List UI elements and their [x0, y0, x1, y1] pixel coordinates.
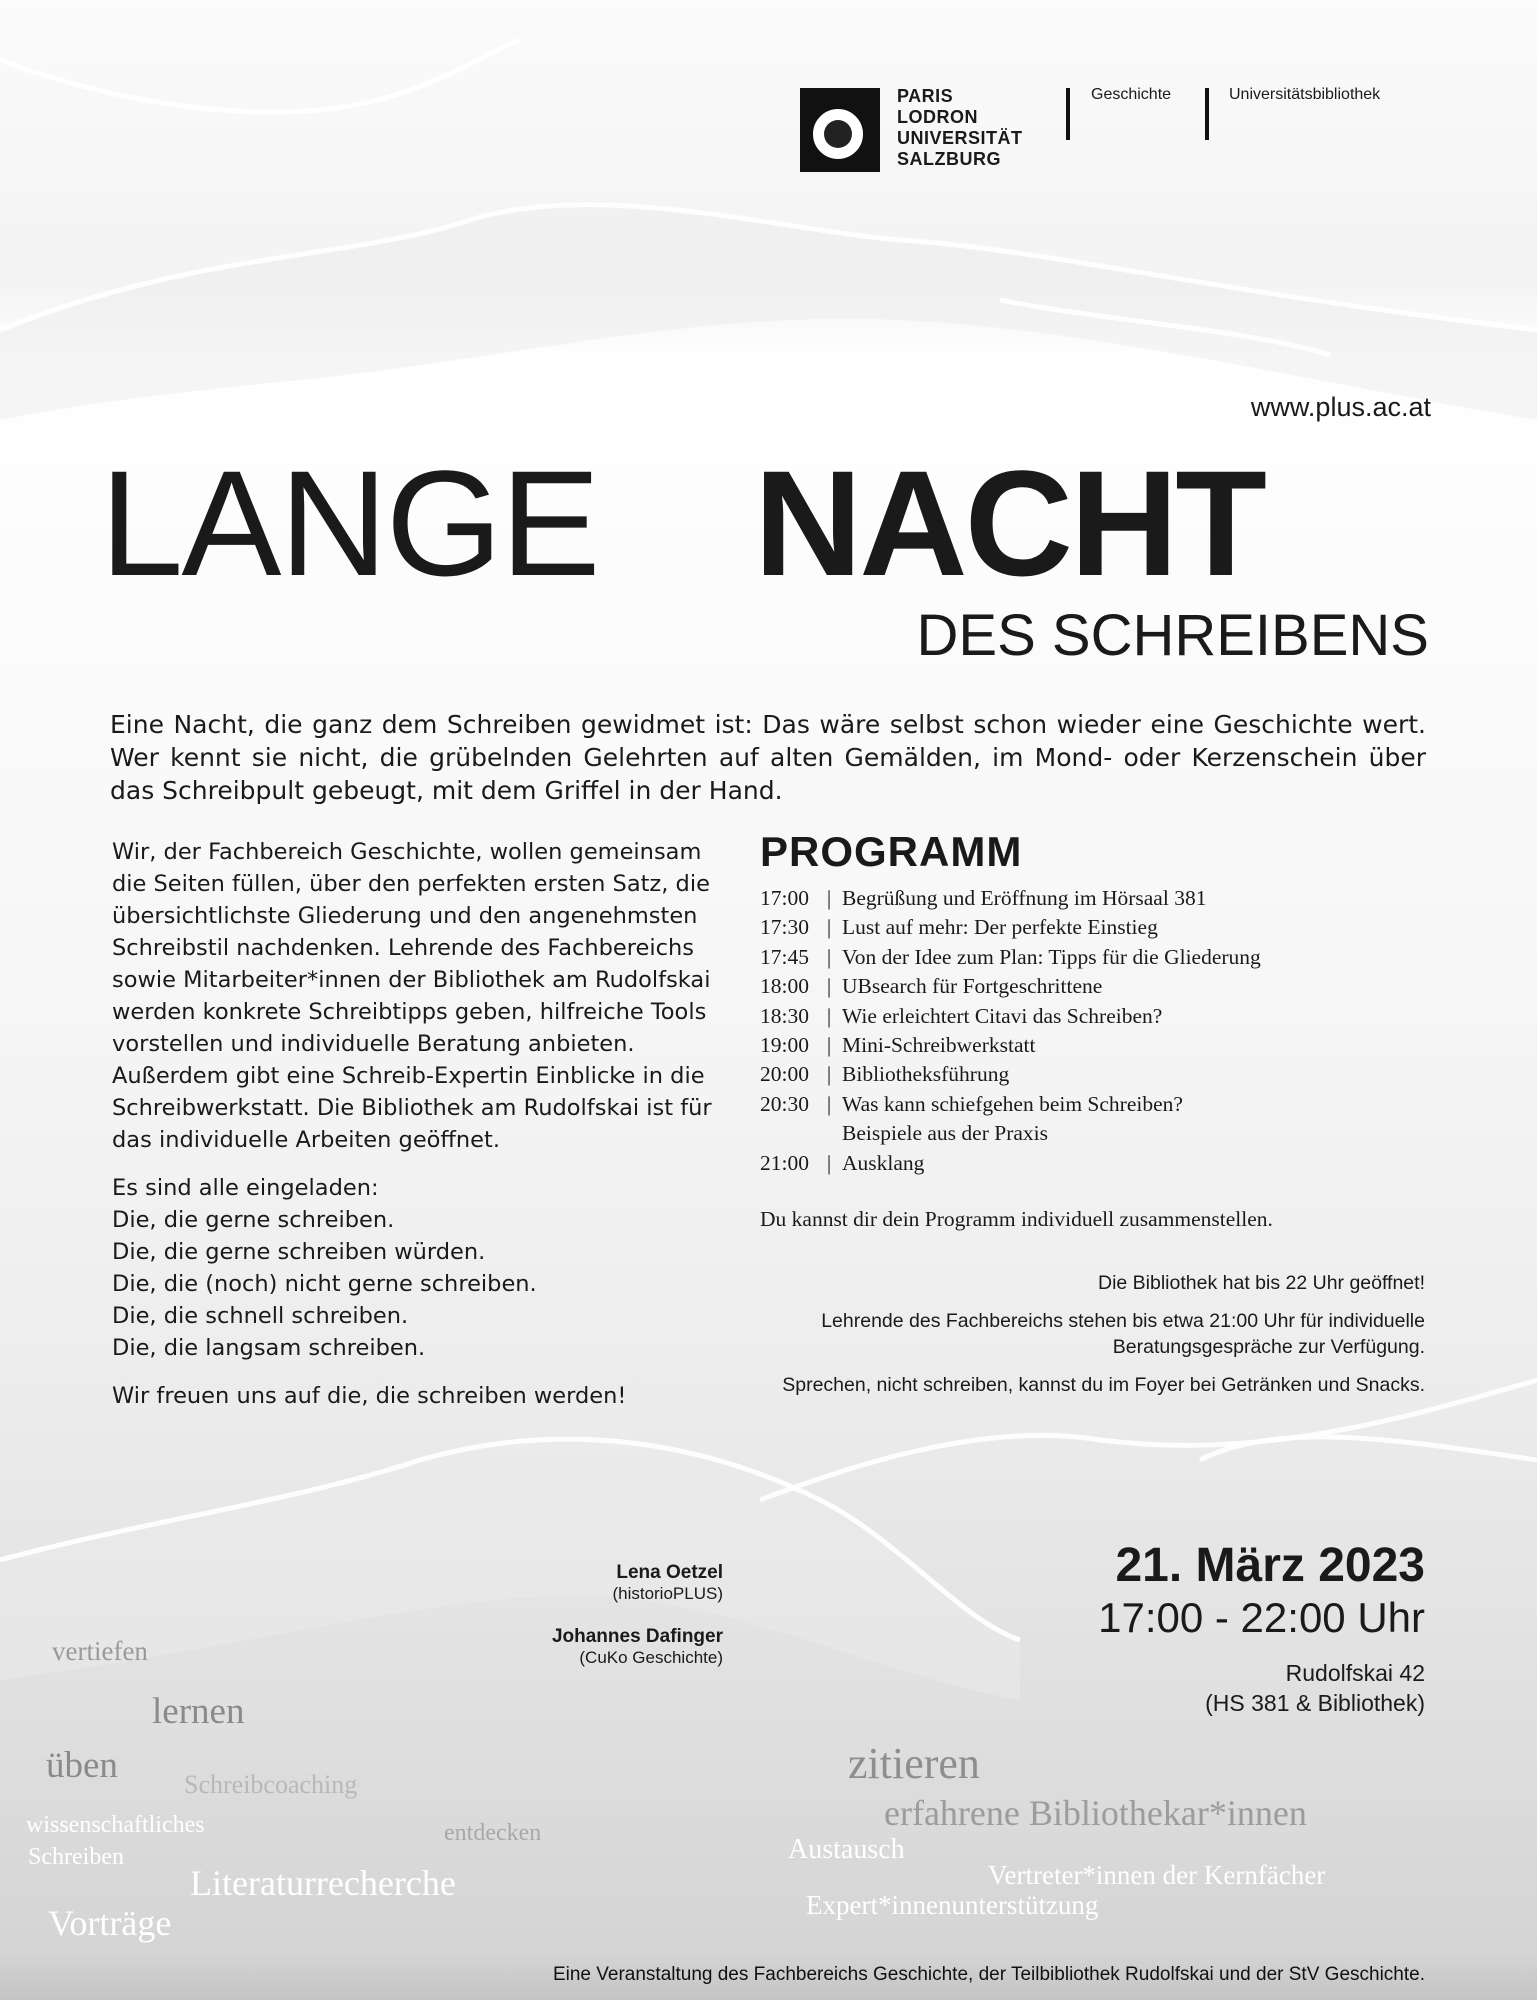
- invitation-line: Die, die gerne schreiben würden.: [112, 1239, 486, 1265]
- program-text: Bibliotheksführung: [842, 1062, 1010, 1087]
- invitation-line: Es sind alle eingeladen:: [112, 1175, 379, 1201]
- program-text: Wie erleichtert Citavi das Schreiben?: [842, 1003, 1163, 1028]
- word-cloud-term: zitieren: [848, 1739, 980, 1788]
- footer-text: Eine Veranstaltung des Fachbereichs Geschichte, der Teilbibliothek Rudolfskai und der StV Geschichte.: [552, 1964, 1425, 1985]
- program-item: 20:30 | Was kann schiefgehen beim Schreiben?: [760, 1090, 1420, 1119]
- word-cloud-term: lernen: [152, 1691, 245, 1732]
- organizer: [612, 1562, 723, 1604]
- logo-line: SALZBURG: [897, 149, 1001, 169]
- program-item: 21:00 | Ausklang: [760, 1149, 1420, 1178]
- description-paragraph: Wir, der Fachbereich Geschichte, wollen gemeinsam die Seiten füllen, über den perfekten ersten Satz, die übersichtlichste Gliederung und den angenehmsten Schreibstil nachdenken. Lehrende des Fachbereichs sowie Mitarbeiter*innen der Bibliothek am Rudolfskai werden konkrete Schreibtipps geben, hilfreiche Tools vorstellen und individuelle Beratung anbieten. Außerdem gibt eine Schreib-Expertin Einblicke in die Schreibwerkstatt. Die Bibliothek am Rudolfskai ist für das individuelle Arbeiten geöffnet.: [112, 839, 712, 1153]
- info-line: Lehrende des Fachbereichs stehen bis etwa 21:00 Uhr für individuelle Beratungsgespräche zur Verfügung.: [821, 1310, 1425, 1358]
- word-cloud-term: üben: [46, 1745, 118, 1786]
- program-item: 20:00 | Bibliotheksführung: [760, 1060, 1420, 1089]
- invitation-list: [112, 1172, 732, 1364]
- program-text: Ausklang: [842, 1150, 925, 1175]
- intro-paragraph: Eine Nacht, die ganz dem Schreiben gewidmet ist: Das wäre selbst schon wieder eine Geschichte wert. Wer kennt sie nicht, die grübelnden Gelehrten auf alten Gemälden, im Mond- oder Kerzenschein über das Schreibpult gebeugt, mit dem Griffel in der Hand.: [110, 710, 1426, 805]
- program-item: 17:30 | Lust auf mehr: Der perfekte Einstieg: [760, 913, 1420, 942]
- closing-line: Wir freuen uns auf die, die schreiben werden!: [112, 1383, 627, 1409]
- organizer-name: Johannes Dafinger: [551, 1626, 723, 1647]
- department-library: Universitätsbibliothek: [1229, 86, 1381, 103]
- program-item: 18:00 | UBsearch für Fortgeschrittene: [760, 972, 1420, 1001]
- program-list: [760, 884, 1420, 1178]
- word-cloud-term: Vertreter*innen der Kernfächer: [988, 1860, 1326, 1890]
- program-item: 17:00 | Begrüßung und Eröffnung im Hörsaal 381: [760, 884, 1420, 913]
- word-cloud-term: Vorträge: [48, 1903, 172, 1943]
- university-name: [897, 86, 1023, 170]
- event-place: Rudolfskai 42: [1285, 1660, 1425, 1686]
- program-item: 19:00 | Mini-Schreibwerkstatt: [760, 1031, 1420, 1060]
- logo-line: LODRON: [897, 107, 978, 127]
- invitation-line: Die, die (noch) nicht gerne schreiben.: [112, 1271, 537, 1297]
- word-cloud-term: Schreiben: [28, 1844, 124, 1870]
- program-time: 21:00: [760, 1150, 809, 1175]
- logo-line: UNIVERSITÄT: [897, 128, 1023, 148]
- program-time: 18:30: [760, 1003, 809, 1028]
- program-time: 17:45: [760, 944, 809, 969]
- program-heading: PROGRAMM: [760, 828, 1023, 875]
- logo-line: PARIS: [897, 86, 954, 106]
- word-cloud-term: wissenschaftliches: [26, 1812, 205, 1838]
- invitation-line: Die, die schnell schreiben.: [112, 1303, 409, 1329]
- program-note: Du kannst dir dein Programm individuell zusammenstellen.: [760, 1207, 1273, 1231]
- program-time: 19:00: [760, 1033, 809, 1058]
- organizer-name: Lena Oetzel: [616, 1562, 723, 1583]
- program-time: 20:30: [760, 1091, 809, 1116]
- program-text: Von der Idee zum Plan: Tipps für die Gliederung: [842, 944, 1261, 969]
- word-cloud-term: vertiefen: [52, 1636, 148, 1666]
- organizer-role: (CuKo Geschichte): [579, 1648, 723, 1667]
- program-text: Beispiele aus der Praxis: [842, 1121, 1048, 1146]
- word-cloud-term: Austausch: [788, 1834, 905, 1865]
- divider: [1066, 88, 1070, 140]
- program-time: 20:00: [760, 1062, 809, 1087]
- invitation-line: Die, die langsam schreiben.: [112, 1335, 426, 1361]
- program-item: 18:30 | Wie erleichtert Citavi das Schreiben?: [760, 1002, 1420, 1031]
- program-time: 17:30: [760, 915, 809, 940]
- word-cloud-term: Schreibcoaching: [184, 1770, 358, 1799]
- divider: [1205, 88, 1209, 140]
- footer-bar: [0, 1954, 1537, 2000]
- word-cloud-term: Literaturrecherche: [190, 1863, 456, 1903]
- organizer: [552, 1626, 723, 1668]
- website-url: www.plus.ac.at: [1250, 392, 1431, 422]
- title-nacht: NACHT: [754, 439, 1264, 607]
- event-location: [1205, 1658, 1425, 1718]
- organizer-role: (historioPLUS): [612, 1584, 723, 1603]
- info-block: [725, 1270, 1425, 1410]
- program-text: Mini-Schreibwerkstatt: [842, 1033, 1036, 1058]
- program-text: Lust auf mehr: Der perfekte Einstieg: [842, 915, 1158, 940]
- department-geschichte: Geschichte: [1091, 86, 1172, 103]
- title-lange: LANGE: [100, 439, 599, 607]
- info-line: Die Bibliothek hat bis 22 Uhr geöffnet!: [1097, 1272, 1425, 1294]
- event-date: 21. März 2023: [1115, 1539, 1425, 1592]
- invitation-line: Die, die gerne schreiben.: [112, 1207, 395, 1233]
- word-cloud-term: Expert*innenunterstützung: [806, 1890, 1099, 1920]
- program-text: Begrüßung und Eröffnung im Hörsaal 381: [842, 886, 1207, 910]
- university-seal-logo: [800, 88, 880, 172]
- program-item-continuation: [760, 1119, 1420, 1148]
- event-rooms: (HS 381 & Bibliothek): [1205, 1690, 1425, 1716]
- program-item: 17:45 | Von der Idee zum Plan: Tipps für die Gliederung: [760, 943, 1420, 972]
- event-hours: 17:00 - 22:00 Uhr: [1098, 1594, 1425, 1641]
- description-column: [112, 836, 732, 1428]
- program-time: 17:00: [760, 886, 809, 910]
- program-text: UBsearch für Fortgeschrittene: [842, 974, 1103, 999]
- program-text: Was kann schiefgehen beim Schreiben?: [842, 1091, 1183, 1116]
- program-time: [760, 1119, 816, 1148]
- title-subtitle: DES SCHREIBENS: [916, 603, 1429, 668]
- word-cloud-term: erfahrene Bibliothekar*innen: [884, 1793, 1307, 1833]
- word-cloud-term: entdecken: [444, 1820, 542, 1846]
- program-time: 18:00: [760, 974, 809, 999]
- info-line: Sprechen, nicht schreiben, kannst du im Foyer bei Getränken und Snacks.: [782, 1374, 1425, 1396]
